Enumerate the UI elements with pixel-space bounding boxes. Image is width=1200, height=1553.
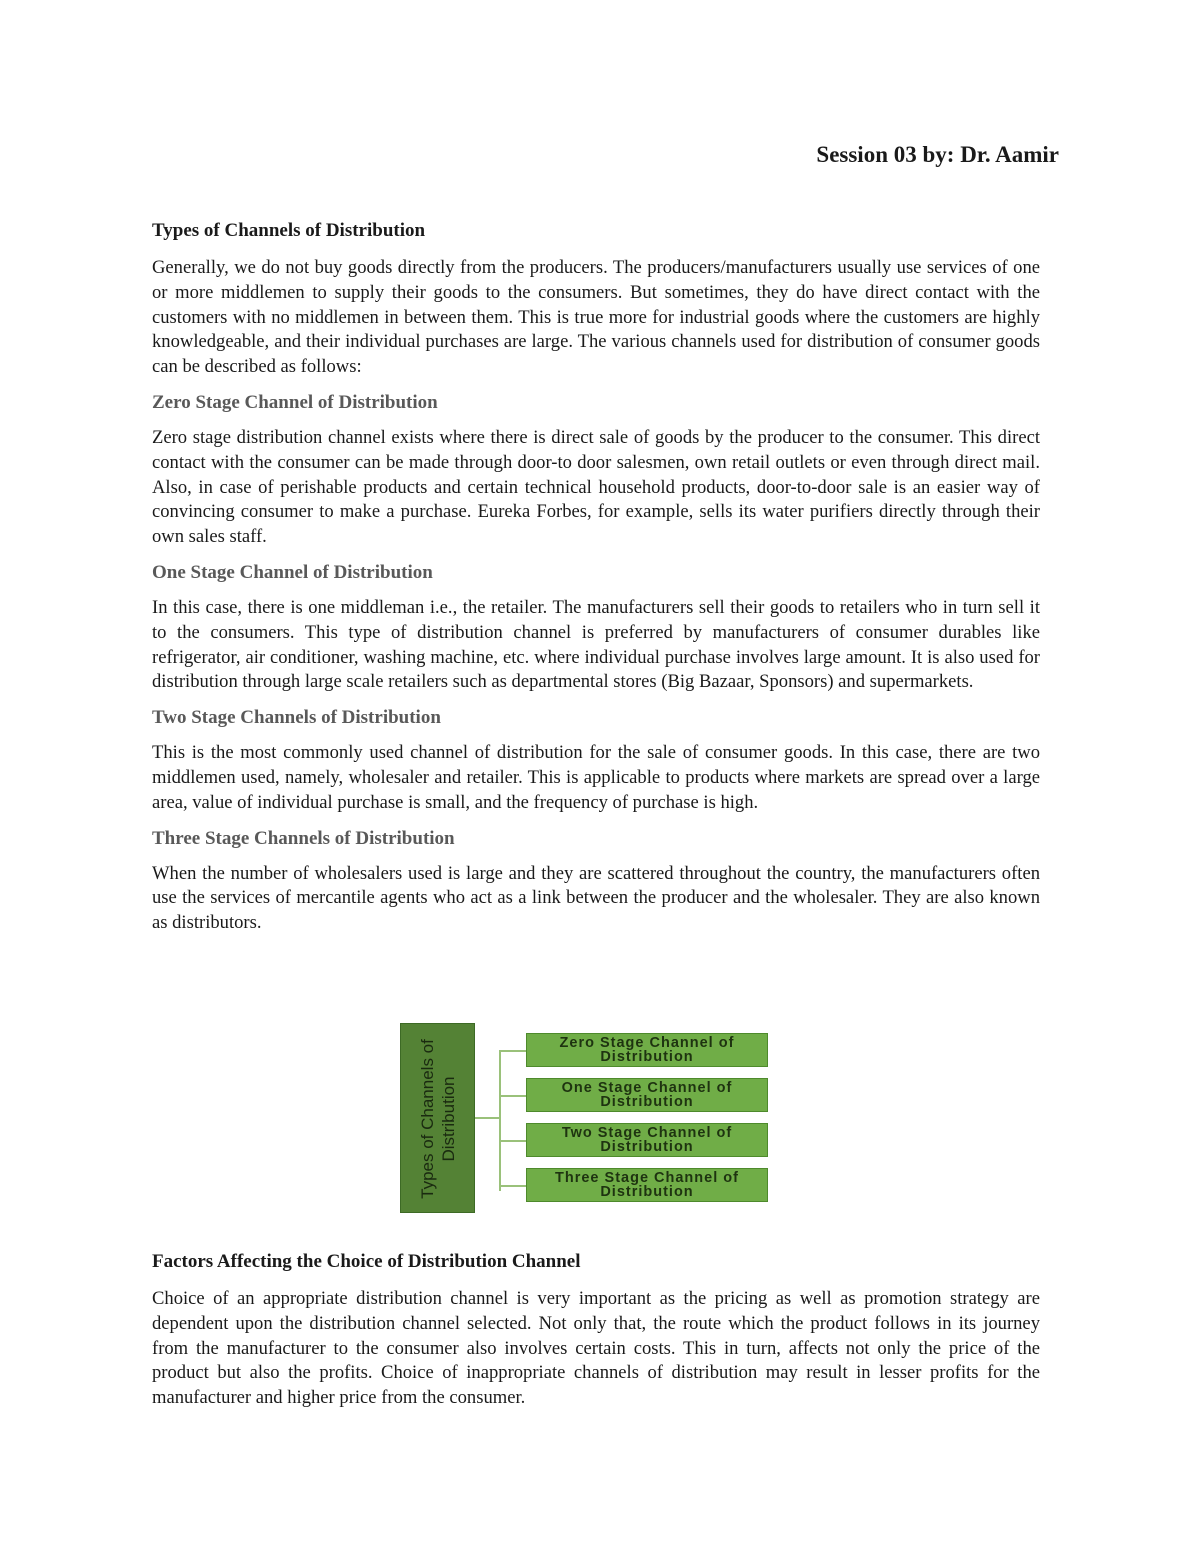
one-stage-paragraph: In this case, there is one middleman i.e., the retailer. The manufacturers sell their goods to retailers who in turn sell it to the consumers. This type of distribution channel is preferred by manufacturers of consumer durables like refrigerator, air conditioner, washing machine, etc. where individual purchase involves large amount. It is also used for distribution through large scale retailers such as departmental stores (Big Bazaar, Sponsors) and supermarkets. (152, 596, 1040, 693)
channels-diagram (400, 1023, 770, 1213)
diagram-root-box (400, 1023, 475, 1213)
three-stage-paragraph: When the number of wholesalers used is large and they are scattered throughout the country, the manufacturers often use the services of mercantile agents who act as a link between the producer and the wholesaler. They are also known as distributors. (152, 862, 1040, 934)
diagram-node-two-stage: Two Stage Channel of Distribution (526, 1123, 768, 1157)
zero-stage-heading: Zero Stage Channel of Distribution (152, 391, 438, 413)
factors-paragraph: Choice of an appropriate distribution channel is very important as the pricing as well as promotion strategy are dependent upon the distribution channel selected. Not only that, the route which the product follows in its journey from the manufacturer to the consumer also involves certain costs. This in turn, affects not only the price of the product but also the profits. Choice of inappropriate channels of distribution may result in lesser profits for the manufacturer and higher price from the consumer. (152, 1288, 1040, 1409)
session-title: Session 03 by: Dr. Aamir (816, 142, 1059, 167)
types-heading: Types of Channels of Distribution (152, 220, 426, 241)
diagram-connector-branch (499, 1185, 526, 1187)
zero-stage-paragraph: Zero stage distribution channel exists where there is direct sale of goods by the producer to the consumer. This direct contact with the consumer can be made through door-to door salesmen, own retail outlets or even through direct mail. Also, in case of perishable products and certain technical household products, door-to-door sale is an easier way of convincing consumer to make a purchase. Eureka Forbes, for example, sells its water purifiers directly through their own sales staff. (152, 426, 1040, 548)
diagram-node-three-stage: Three Stage Channel of Distribution (526, 1168, 768, 1202)
diagram-connector-branch (499, 1095, 526, 1097)
upper-content (152, 218, 1040, 946)
diagram-node-zero-stage: Zero Stage Channel of Distribution (526, 1033, 768, 1067)
lower-content (152, 1249, 1040, 1421)
factors-heading: Factors Affecting the Choice of Distribution Channel (152, 1251, 581, 1272)
diagram-connector-spine (499, 1050, 501, 1191)
two-stage-paragraph: This is the most commonly used channel of distribution for the sale of consumer goods. In this case, there are two middlemen used, namely, wholesaler and retailer. This is applicable to products where markets are spread over a large area, value of individual purchase is small, and the frequency of purchase is high. (152, 742, 1040, 813)
diagram-connector-branch (499, 1050, 526, 1052)
one-stage-heading: One Stage Channel of Distribution (152, 561, 433, 583)
diagram-root-label: Types of Channels of Distribution (418, 1039, 458, 1199)
intro-paragraph: Generally, we do not buy goods directly from the producers. The producers/manufacturers usually use services of one or more middlemen to supply their goods to the consumers. But sometimes, they do have direct contact with the customers with no middlemen in between them. This is true more for industrial goods where the customers are highly knowledgeable, and their individual purchases are large. The various channels used for distribution of consumer goods can be described as follows: (152, 257, 1040, 378)
two-stage-heading: Two Stage Channels of Distribution (152, 707, 441, 729)
diagram-node-one-stage: One Stage Channel of Distribution (526, 1078, 768, 1112)
diagram-connector-branch (499, 1140, 526, 1142)
three-stage-heading: Three Stage Channels of Distribution (152, 827, 455, 849)
diagram-connector-stem (475, 1117, 501, 1119)
